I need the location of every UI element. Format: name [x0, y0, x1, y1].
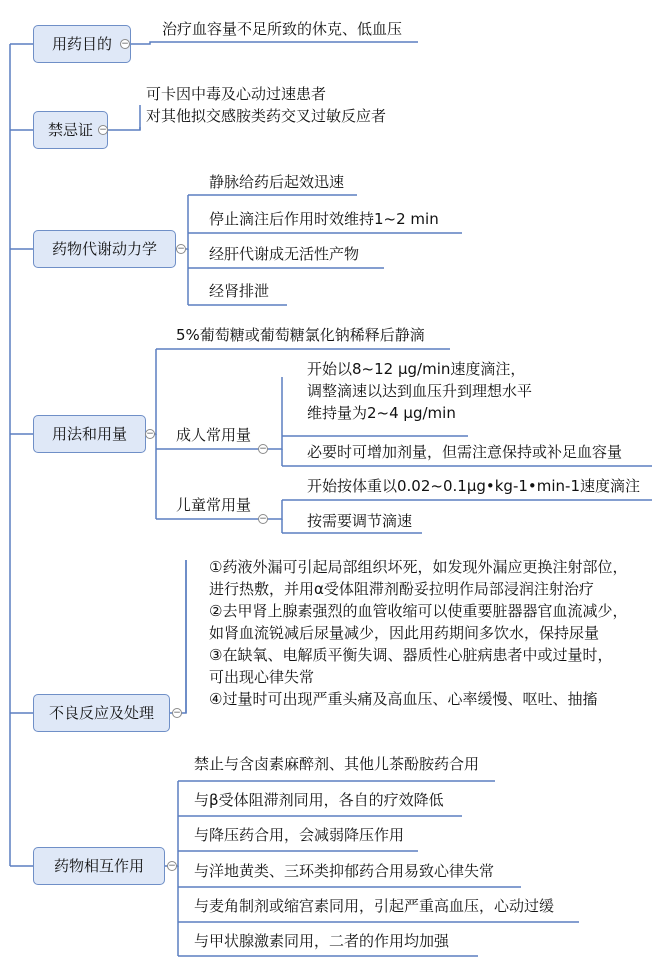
interaction-item: 与β受体阻滞剂同用，各自的疗效降低	[194, 791, 444, 809]
contraindication-line: 对其他拟交感胺类药交叉过敏反应者	[146, 107, 387, 125]
node-usage-dosage[interactable]: 用法和用量	[33, 415, 146, 453]
collapse-toggle-icon[interactable]: −	[259, 514, 267, 524]
adverse-line: 进行热敷，并用α受体阻滞剂酚妥拉明作局部浸润注射治疗	[209, 580, 594, 598]
pk-item: 停止滴注后作用时效维持1~2 min	[209, 210, 439, 228]
child-dose-item: 开始按体重以0.02~0.1μg•kg-1•min-1速度滴注	[307, 477, 640, 495]
pk-item: 经肝代谢成无活性产物	[209, 245, 360, 263]
node-drug-interactions[interactable]: 药物相互作用	[33, 847, 165, 885]
collapse-toggle-icon[interactable]: −	[168, 861, 176, 871]
interaction-item: 禁止与含卤素麻醉剂、其他儿茶酚胺药合用	[194, 755, 480, 773]
interaction-item: 与甲状腺激素同用，二者的作用均加强	[194, 932, 450, 950]
node-purpose[interactable]: 用药目的	[33, 25, 131, 63]
contraindication-line: 可卡因中毒及心动过速患者	[146, 85, 327, 103]
adverse-text	[209, 556, 627, 710]
collapse-toggle-icon[interactable]: −	[259, 444, 267, 454]
usage-intro: 5%葡萄糖或葡萄糖氯化钠稀释后静滴	[176, 326, 425, 344]
adult-dose-text	[307, 358, 532, 424]
adverse-line: ②去甲肾上腺素强烈的血管收缩可以使重要脏器器官血流减少，	[209, 602, 628, 620]
collapse-toggle-icon[interactable]: −	[99, 125, 107, 135]
node-adverse-reactions[interactable]: 不良反应及处理	[33, 694, 170, 732]
adverse-line: 如肾血流锐减后尿量减少，因此用药期间多饮水，保持尿量	[209, 624, 600, 642]
child-dose-item: 按需要调节滴速	[307, 512, 413, 530]
collapse-toggle-icon[interactable]: −	[121, 39, 129, 49]
collapse-toggle-icon[interactable]: −	[146, 429, 154, 439]
adult-dose-line: 开始以8~12 μg/min速度滴注，	[307, 360, 526, 378]
adverse-line: ④过量时可出现严重头痛及高血压、心率缓慢、呕吐、抽搐	[209, 690, 598, 708]
pk-item: 静脉给药后起效迅速	[209, 173, 345, 191]
purpose-item: 治疗血容量不足所致的休克、低血压	[162, 20, 403, 38]
interaction-item: 与麦角制剂或缩宫素同用，引起严重高血压，心动过缓	[194, 897, 555, 915]
node-pharmacokinetics[interactable]: 药物代谢动力学	[33, 230, 176, 268]
adult-dose-line: 调整滴速以达到血压升到理想水平	[307, 382, 533, 400]
adverse-line: 可出现心律失常	[209, 668, 315, 686]
interaction-item: 与降压药合用，会减弱降压作用	[194, 826, 405, 844]
adverse-line: ③在缺氧、电解质平衡失调、器质性心脏病患者中或过量时，	[209, 646, 613, 664]
collapse-toggle-icon[interactable]: −	[177, 244, 185, 254]
child-dose-label: 儿童常用量	[176, 496, 252, 514]
pk-item: 经肾排泄	[209, 282, 270, 300]
node-contraindications[interactable]: 禁忌证	[33, 111, 108, 149]
contraindication-text	[146, 83, 386, 127]
adult-dose-extra: 必要时可增加剂量，但需注意保持或补足血容量	[307, 443, 623, 461]
interaction-item: 与洋地黄类、三环类抑郁药合用易致心律失常	[194, 862, 495, 880]
collapse-toggle-icon[interactable]: −	[173, 708, 181, 718]
adult-dose-label: 成人常用量	[176, 426, 252, 444]
adverse-line: ①药液外漏可引起局部组织坏死，如发现外漏应更换注射部位，	[209, 558, 628, 576]
adult-dose-line: 维持量为2~4 μg/min	[307, 404, 456, 422]
